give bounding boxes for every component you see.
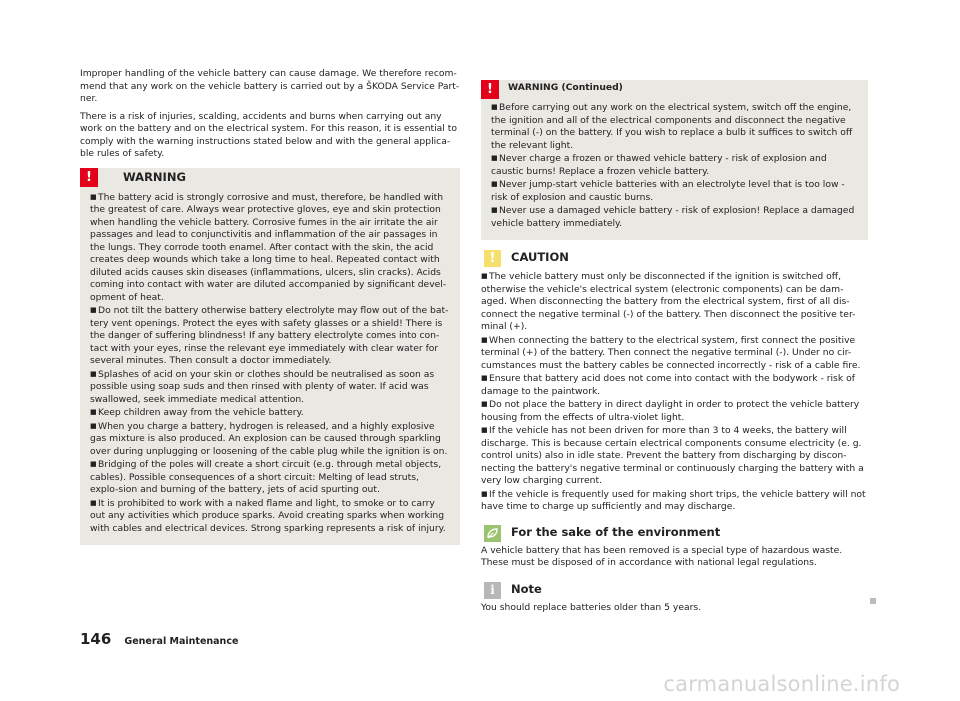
warning-item: ■Do not tilt the battery otherwise battery electrolyte may flow out of the bat-tery vent openings. Protect the eyes with safety glasses or a shield! There is the danger of suffering blindness! If any battery electrolyte comes into con-tact with your eyes, rinse the relevant eye immediately with clear water for several minutes. Then consult a doctor immediately. xyxy=(90,305,449,366)
warning-continued-body xyxy=(481,95,868,240)
warning-box xyxy=(80,168,460,546)
warning-continued-box xyxy=(481,80,868,240)
warning-header xyxy=(80,168,460,189)
warning-item: ■It is prohibited to work with a naked flame and light, to smoke or to carry out any activities which produce sparks. Avoid creating sparks when working with cables and electrical devices. Strong sparking represents a risk of injury. xyxy=(90,497,446,534)
warning-item: ■Never charge a frozen or thawed vehicle battery - risk of explosion and caustic burns! Replace a frozen vehicle battery. xyxy=(491,153,827,177)
bullet-icon: ■ xyxy=(481,335,488,344)
chapter-title: General Maintenance xyxy=(124,636,239,647)
caution-body xyxy=(481,270,868,514)
warning-item: ■Bridging of the poles will create a short circuit (e.g. through metal objects, cables). Possible consequences of a short circuit: Melting of lead struts, explo-sion and burning of the battery, jets of acid spurting out. xyxy=(90,459,442,495)
bullet-icon: ■ xyxy=(90,369,97,378)
warning-item: ■Keep children away from the vehicle battery. xyxy=(90,407,304,418)
warning-item: ■Never jump-start vehicle batteries with an electrolyte level that is too low - risk of explosion and caustic burns. xyxy=(491,179,845,203)
note-title: Note xyxy=(511,581,542,596)
warning-title: WARNING xyxy=(123,169,186,184)
page-number: 146 xyxy=(80,630,112,648)
bullet-icon: ■ xyxy=(481,374,488,382)
bullet-icon: ■ xyxy=(491,103,498,111)
note-text: You should replace batteries older than 5 years. xyxy=(481,601,702,613)
warning-item: ■When you charge a battery, hydrogen is released, and a highly explosive gas mixture is also produced. An explosion can be caused through sparkling over during unplugging or loosening of the cable plug while the ignition is on. xyxy=(90,420,448,457)
section-end-marker xyxy=(870,598,876,604)
intro-paragraph-1: Improper handling of the vehicle battery can cause damage. We therefore recom-mend that any work on the vehicle battery is carried out by a ŠKODA Service Part-ner. xyxy=(80,68,460,104)
bullet-icon: ■ xyxy=(90,460,97,468)
page-footer xyxy=(80,629,238,648)
caution-title: CAUTION xyxy=(511,250,569,264)
warning-exclamation-icon: ! xyxy=(481,80,499,99)
caution-item: ■Do not place the battery in direct daylight in order to protect the vehicle battery housing from the effects of ultra-violet light. xyxy=(481,399,860,423)
warning-item: ■Before carrying out any work on the electrical system, switch off the engine, the ignition and all of the electrical components and disconnect the negative terminal (-) on the battery. If you wish to replace a bulb it suffices to switch off the relevant light. xyxy=(491,102,853,151)
warning-body xyxy=(80,189,460,546)
recycle-leaf-icon xyxy=(484,525,501,542)
caution-item: ■The vehicle battery must only be disconnected if the ignition is switched off, otherwise the vehicle's electrical system (electronic components) can be dam-aged. When disconnecting the battery from the electrical system, first of all dis-connect the negative terminal (-) of the battery. Then disconnect the positive ter-minal (+). xyxy=(481,271,856,332)
bullet-icon: ■ xyxy=(90,421,97,430)
bullet-icon: ■ xyxy=(90,306,97,314)
intro-paragraph-2: There is a risk of injuries, scalding, accidents and burns when carrying out any work on the battery and on the electrical system. For this reason, it is essential to comply with the warning instructions stated below and with the general applica-ble rules of safety. xyxy=(80,110,457,159)
bullet-icon: ■ xyxy=(481,426,488,434)
caution-header xyxy=(481,250,868,270)
warning-item: ■The battery acid is strongly corrosive and must, therefore, be handled with the greatest of care. Always wear protective gloves, eye and skin protection when handling the vehicle battery. Corrosive fumes in the air irritate the air passages and lead to conjunctivitis and inflammation of the air passages in the lungs. They corrode tooth enamel. After contact with the skin, the acid creates deep wounds which take a long time to heal. Repeated contact with diluted acids causes skin diseases (inflammations, ulcers, slin cracks). Acids coming into contact with water are diluted accompanied by significant devel-opment of heat. xyxy=(90,191,447,303)
caution-item: ■Ensure that battery acid does not come into contact with the bodywork - risk of damage to the paintwork. xyxy=(481,373,855,397)
info-icon: i xyxy=(484,582,501,599)
caution-item: ■If the vehicle has not been driven for more than 3 to 4 weeks, the battery will discharge. This is because certain electrical components consume electricity (e. g. control units) also in idle state. Prevent the battery from discharging by discon-necting the battery's negative terminal or continuously charging the battery with a very low charging current. xyxy=(481,425,864,486)
bullet-icon: ■ xyxy=(491,206,498,214)
environment-header xyxy=(481,525,868,545)
warning-item: ■Splashes of acid on your skin or clothes should be neutralised as soon as possible using soap suds and then rinsed with plenty of water. If acid was swallowed, seek immediate medical attention. xyxy=(90,368,435,405)
caution-item: ■If the vehicle is frequently used for making short trips, the vehicle battery will not have time to charge up sufficiently and may discharge. xyxy=(481,488,866,512)
bullet-icon: ■ xyxy=(481,489,488,498)
bullet-icon: ■ xyxy=(481,272,488,280)
warning-exclamation-icon: ! xyxy=(80,168,98,187)
right-column xyxy=(481,80,868,614)
bullet-icon: ■ xyxy=(491,154,498,162)
bullet-icon: ■ xyxy=(90,408,97,416)
caution-item: ■When connecting the battery to the electrical system, first connect the positive terminal (+) of the battery. Then connect the negative terminal (-). Under no cir-cumstances must the battery cables be connected incorrectly - risk of a cable fire. xyxy=(481,334,861,371)
bullet-icon: ■ xyxy=(481,400,488,408)
left-column xyxy=(80,68,460,545)
caution-exclamation-icon: ! xyxy=(484,250,501,267)
bullet-icon: ■ xyxy=(90,192,97,201)
bullet-icon: ■ xyxy=(90,498,97,507)
warning-continued-title: WARNING (Continued) xyxy=(508,82,623,93)
environment-text: A vehicle battery that has been removed is a special type of hazardous waste. These must be disposed of in accordance with national legal regulations. xyxy=(481,544,843,568)
environment-title: For the sake of the environment xyxy=(511,524,721,539)
warning-continued-header xyxy=(481,80,868,95)
warning-item: ■Never use a damaged vehicle battery - risk of explosion! Replace a damaged vehicle battery immediately. xyxy=(491,205,855,229)
bullet-icon: ■ xyxy=(491,180,498,188)
watermark: carmanualsonline.info xyxy=(663,672,900,696)
note-header xyxy=(481,582,868,602)
